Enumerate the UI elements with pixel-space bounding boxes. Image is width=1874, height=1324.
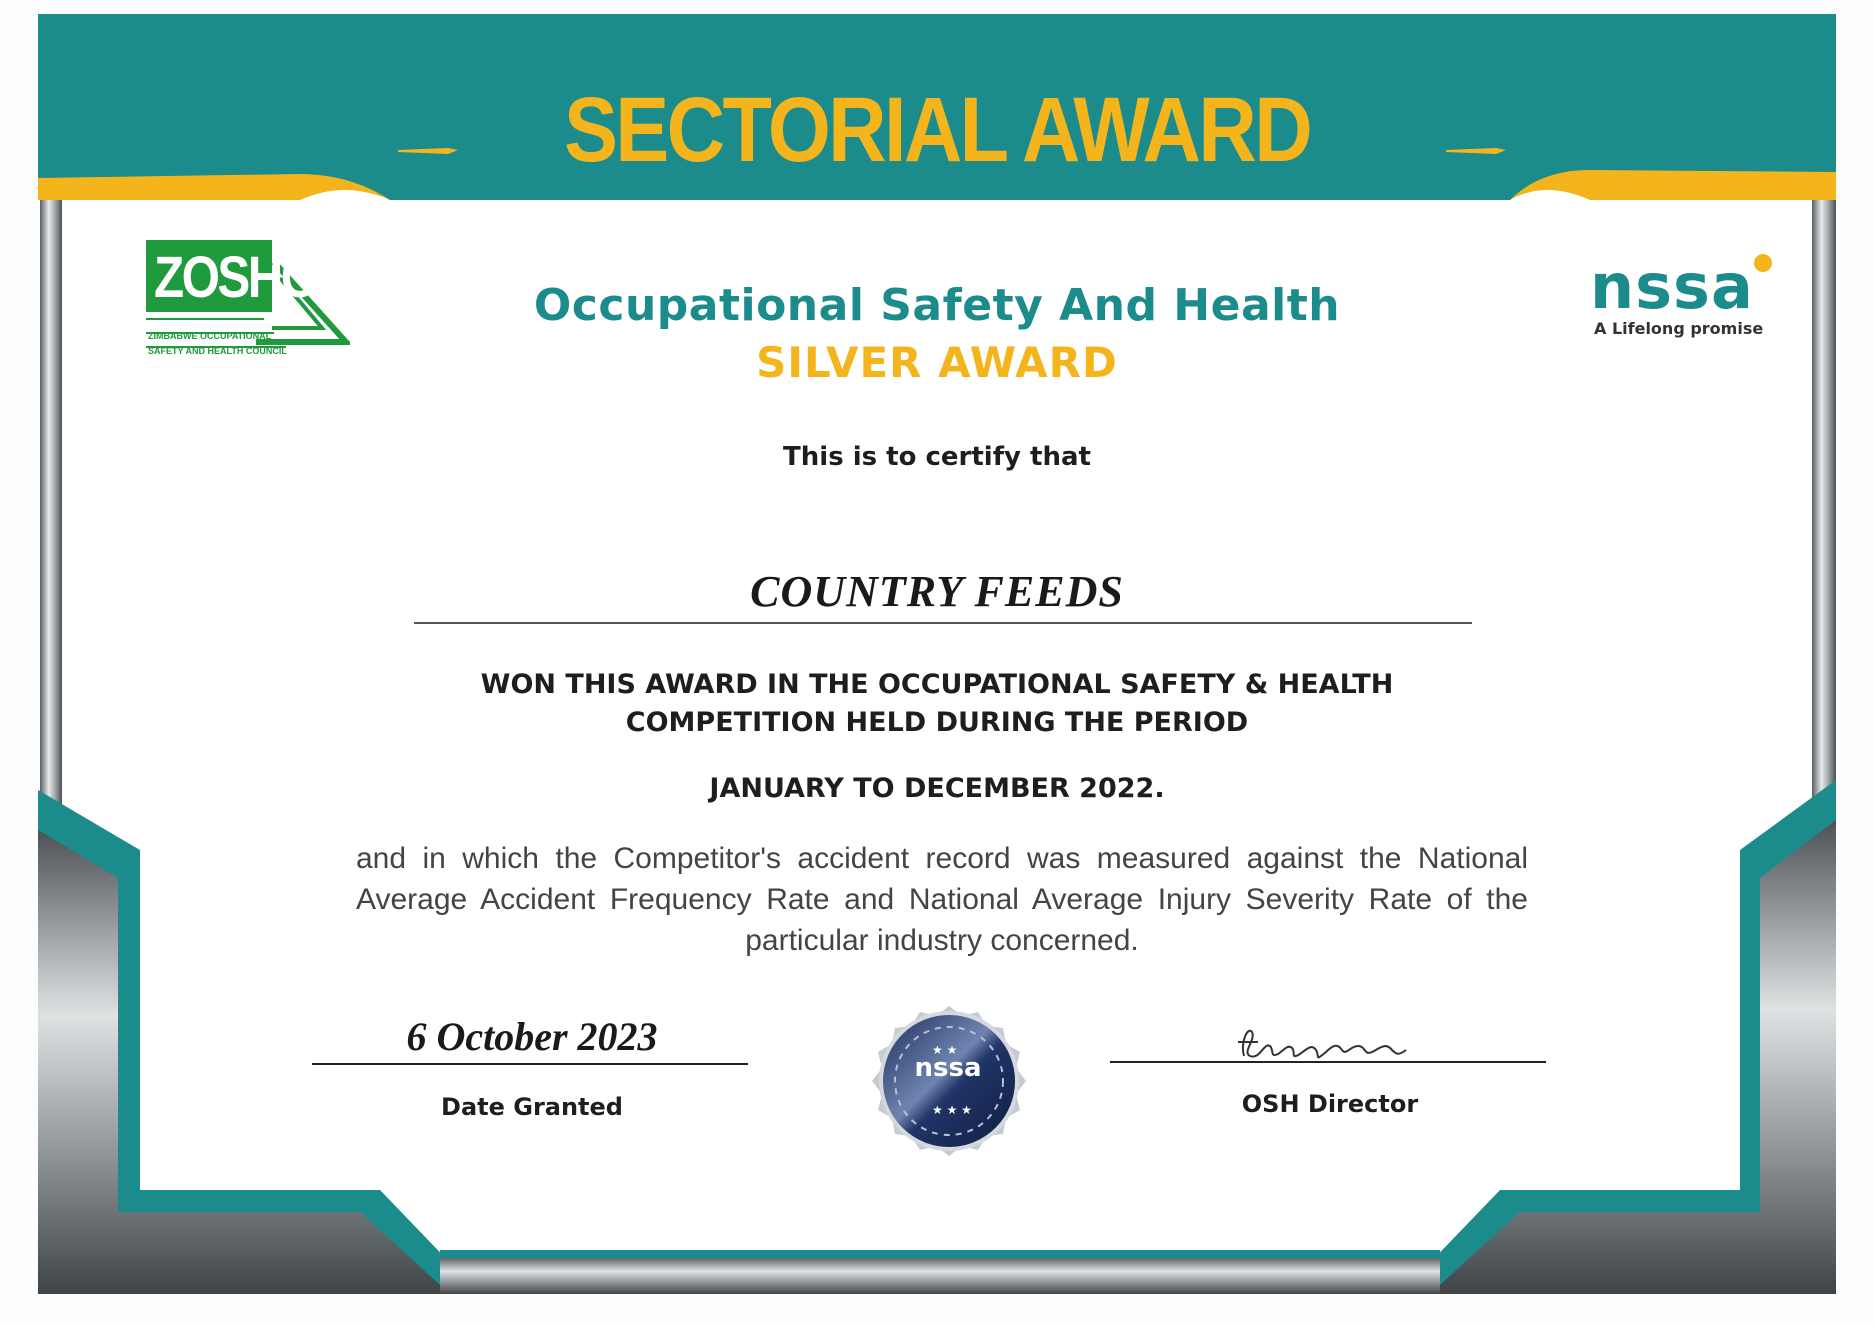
certificate-title: SECTORIAL AWARD [563,79,1311,181]
certify-text: This is to certify that [783,442,1091,472]
award-period: JANUARY TO DECEMBER 2022. [709,773,1165,804]
zoshc-logo-line2: SAFETY AND HEALTH COUNCIL [148,346,287,356]
recipient-name: COUNTRY FEEDS [750,567,1124,616]
date-granted-label: Date Granted [441,1093,623,1121]
won-line-1: WON THIS AWARD IN THE OCCUPATIONAL SAFETY & HEALTH [480,669,1394,700]
award-description: and in which the Competitor's accident record was measured against the National Average Accident Frequency Rate and National Average Injury Severity Rate of the particular industry concerned. [356,842,1528,957]
award-level: SILVER AWARD [756,338,1118,387]
zoshc-logo-name: ZOSHC [154,245,314,310]
won-line-2: COMPETITION HELD DURING THE PERIOD [625,707,1249,738]
osh-director-label: OSH Director [1241,1090,1419,1118]
seal-label: nssa [914,1053,982,1083]
zoshc-logo-line1: ZIMBABWE OCCUPATIONAL [148,331,272,341]
award-heading: Occupational Safety And Health [533,280,1341,331]
svg-text:★ ★ ★: ★ ★ ★ [932,1103,972,1117]
won-statement [0,666,1874,742]
signature-icon [1230,1022,1430,1068]
nssa-tagline: A Lifelong promise [1594,319,1764,338]
nssa-logo-name: nssa [1590,250,1754,323]
date-granted-value: 6 October 2023 [406,1014,658,1059]
svg-text:★ ★: ★ ★ [932,1043,958,1057]
nssa-logo-icon [1752,252,1774,274]
